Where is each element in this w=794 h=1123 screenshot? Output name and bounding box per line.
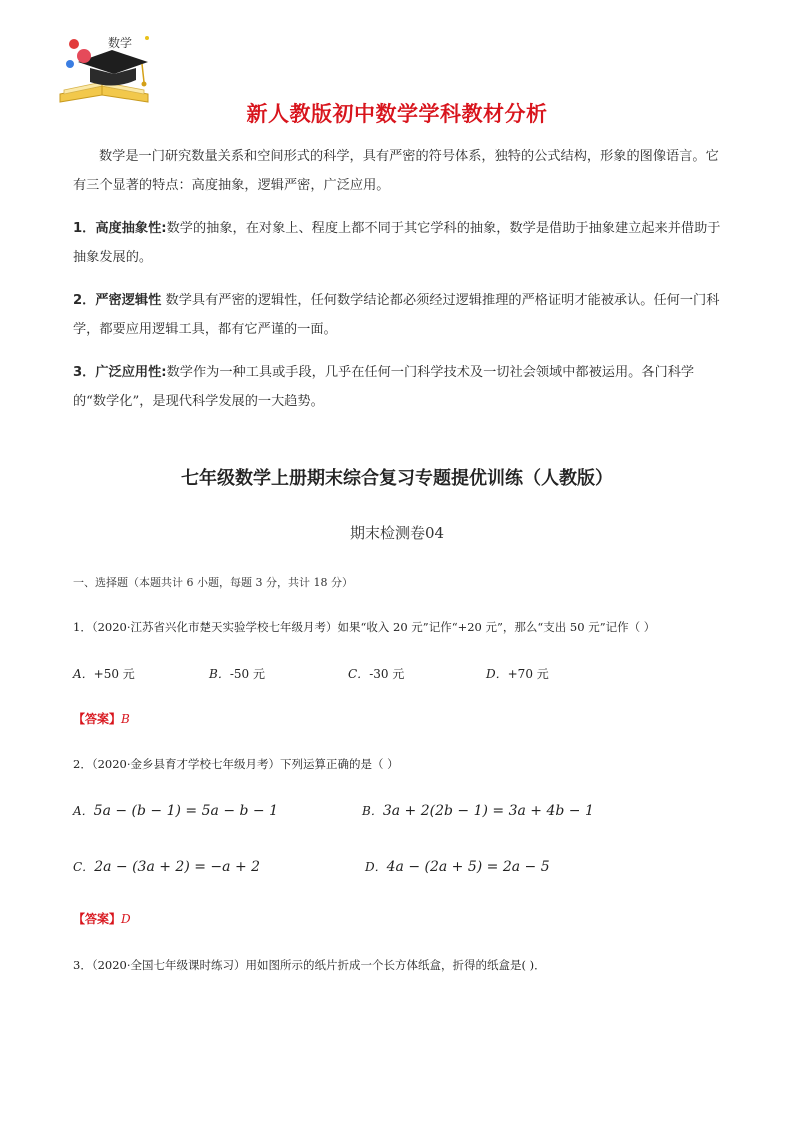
- option-letter: B．: [362, 804, 383, 818]
- point-number: 2．: [73, 293, 96, 308]
- intro-paragraph: 数学是一门研究数量关系和空间形式的科学，具有严密的符号体系，独特的公式结构，形象的图像语言。它有三个显著的特点：高度抽象，逻辑严密，广泛应用。: [73, 149, 719, 193]
- option-text: +70 元: [507, 667, 549, 681]
- option-formula: 4a − (2a + 5) = 2a − 5: [386, 859, 550, 875]
- part-heading: 一、选择题（本题共计 6 小题，每题 3 分，共计 18 分）: [73, 576, 353, 589]
- option-formula: 2a − (3a + 2) = −a + 2: [94, 859, 261, 875]
- option-letter: A．: [73, 667, 94, 681]
- option-text: -30 元: [369, 667, 405, 681]
- question-1-answer: [73, 710, 130, 727]
- logo-label: 数学: [108, 36, 133, 50]
- point-label: 广泛应用性:: [95, 365, 167, 380]
- point-number: 1．: [73, 221, 96, 236]
- option-letter: C．: [73, 860, 95, 874]
- question-1-stem: 1．（2020·江苏省兴化市楚天实验学校七年级月考）如果“收入 20 元”记作“+20 元”，那么“支出 50 元”记作（ ）: [73, 620, 656, 634]
- point-text: 数学具有严密的逻辑性，任何数学结论都必须经过逻辑推理的严格证明才能被承认。任何一门科学，都要应用逻辑工具，都有它严谨的一面。: [73, 293, 720, 337]
- option-formula: 3a + 2(2b − 1) = 3a + 4b − 1: [382, 803, 594, 819]
- option-letter: C．: [348, 667, 370, 681]
- question-1-option-c: [348, 665, 404, 682]
- point-label: 严密逻辑性: [95, 293, 162, 308]
- question-2-option-c: [73, 858, 260, 875]
- question-3-stem: 3．（2020·全国七年级课时练习）用如图所示的纸片折成一个长方体纸盒，折得的纸盒是( )．: [73, 958, 546, 972]
- answer-value: D: [121, 912, 131, 926]
- option-formula: 5a − (b − 1) = 5a − b − 1: [93, 803, 278, 819]
- question-1-option-a: [73, 665, 135, 682]
- point-1: [73, 214, 723, 272]
- option-text: +50 元: [93, 667, 135, 681]
- answer-label: 【答案】: [73, 912, 122, 926]
- point-label: 高度抽象性:: [95, 221, 167, 236]
- option-letter: A．: [73, 804, 94, 818]
- answer-label: 【答案】: [73, 712, 122, 726]
- point-text: 数学的抽象，在对象上、程度上都不同于其它学科的抽象，数学是借助于抽象建立起来并借助于抽象发展的。: [73, 221, 721, 265]
- section-title: 七年级数学上册期末综合复习专题提优训练（人教版）: [181, 468, 613, 489]
- option-letter: B．: [209, 667, 230, 681]
- question-2-stem: 2．（2020·金乡县育才学校七年级月考）下列运算正确的是（ ）: [73, 757, 399, 771]
- answer-value: B: [121, 712, 130, 726]
- question-2-option-a: [73, 802, 278, 819]
- main-title: 新人教版初中数学学科教材分析: [246, 102, 548, 126]
- question-2-option-b: [362, 802, 594, 819]
- question-1-option-b: [209, 665, 265, 682]
- point-2: [73, 286, 723, 344]
- question-1-option-d: [486, 665, 549, 682]
- point-3: [73, 358, 723, 416]
- option-text: -50 元: [229, 667, 265, 681]
- question-2-answer: [73, 910, 131, 927]
- section-subtitle: 期末检测卷04: [349, 524, 445, 542]
- option-letter: D．: [486, 667, 508, 681]
- option-letter: D．: [365, 860, 387, 874]
- question-2-option-d: [365, 858, 550, 875]
- point-text: 数学作为一种工具或手段，几乎在任何一门科学技术及一切社会领域中都被运用。各门科学的“数学化”，是现代科学发展的一大趋势。: [73, 365, 695, 409]
- point-number: 3．: [73, 365, 96, 380]
